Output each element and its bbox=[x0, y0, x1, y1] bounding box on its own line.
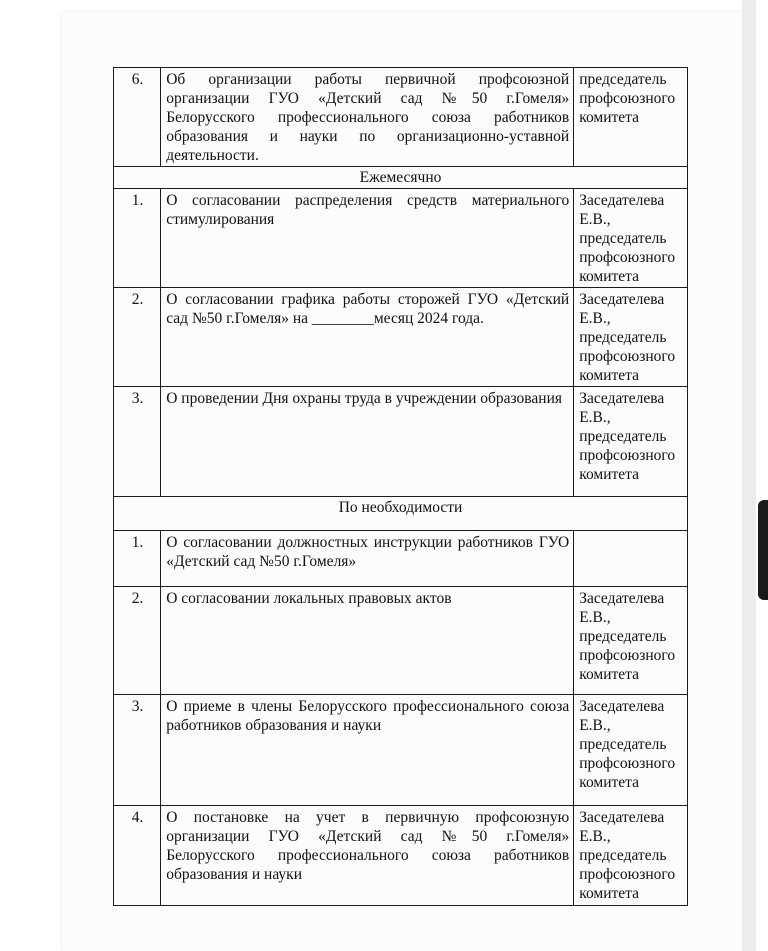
table-row bbox=[114, 288, 688, 387]
plan-table bbox=[113, 67, 688, 906]
row-number: 4. bbox=[114, 806, 161, 906]
table-row bbox=[114, 189, 688, 288]
row-responsible: Заседателева Е.В., председатель профсоюзного комитета bbox=[574, 695, 688, 806]
table-row bbox=[114, 587, 688, 695]
row-text: О проведении Дня охраны труда в учреждении образования bbox=[161, 387, 574, 497]
row-number: 1. bbox=[114, 531, 161, 587]
scroll-handle[interactable] bbox=[758, 500, 768, 600]
row-text: О приеме в члены Белорусского профессионального союза работников образования и науки bbox=[161, 695, 574, 806]
row-number: 2. bbox=[114, 587, 161, 695]
row-text: О согласовании локальных правовых актов bbox=[161, 587, 574, 695]
row-number: 1. bbox=[114, 189, 161, 288]
table-row bbox=[114, 531, 688, 587]
page-edge bbox=[742, 0, 756, 951]
row-number: 3. bbox=[114, 695, 161, 806]
row-responsible bbox=[574, 531, 688, 587]
table-row bbox=[114, 695, 688, 806]
row-text: О постановке на учет в первичную профсоюзную организации ГУО «Детский сад №50 г.Гомеля» Белорусского профессионального союза работников образования и науки bbox=[161, 806, 574, 906]
section-title: Ежемесячно bbox=[114, 167, 688, 189]
row-responsible: Заседателева Е.В., председатель профсоюзного комитета bbox=[574, 387, 688, 497]
row-number: 6. bbox=[114, 68, 161, 167]
table-row bbox=[114, 806, 688, 906]
section-row bbox=[114, 497, 688, 531]
row-responsible: Заседателева Е.В., председатель профсоюзного комитета bbox=[574, 189, 688, 288]
row-text: О согласовании должностных инструкции работников ГУО «Детский сад №50 г.Гомеля» bbox=[161, 531, 574, 587]
table-row bbox=[114, 387, 688, 497]
section-title: По необходимости bbox=[114, 497, 688, 531]
row-text: Об организации работы первичной профсоюзной организации ГУО «Детский сад №50 г.Гомеля» Белорусского профессионального союза работников образования и науки по организационно-уставной деятельности. bbox=[161, 68, 574, 167]
table-row bbox=[114, 68, 688, 167]
row-responsible: Заседателева Е.В., председатель профсоюзного комитета bbox=[574, 587, 688, 695]
row-responsible: председатель профсоюзного комитета bbox=[574, 68, 688, 167]
row-number: 2. bbox=[114, 288, 161, 387]
section-row bbox=[114, 167, 688, 189]
row-number: 3. bbox=[114, 387, 161, 497]
row-responsible: Заседателева Е.В., председатель профсоюзного комитета bbox=[574, 288, 688, 387]
row-responsible: Заседателева Е.В., председатель профсоюзного комитета bbox=[574, 806, 688, 906]
row-text: О согласовании графика работы сторожей ГУО «Детский сад №50 г.Гомеля» на ________месяц 2024 года. bbox=[161, 288, 574, 387]
row-text: О согласовании распределения средств материального стимулирования bbox=[161, 189, 574, 288]
